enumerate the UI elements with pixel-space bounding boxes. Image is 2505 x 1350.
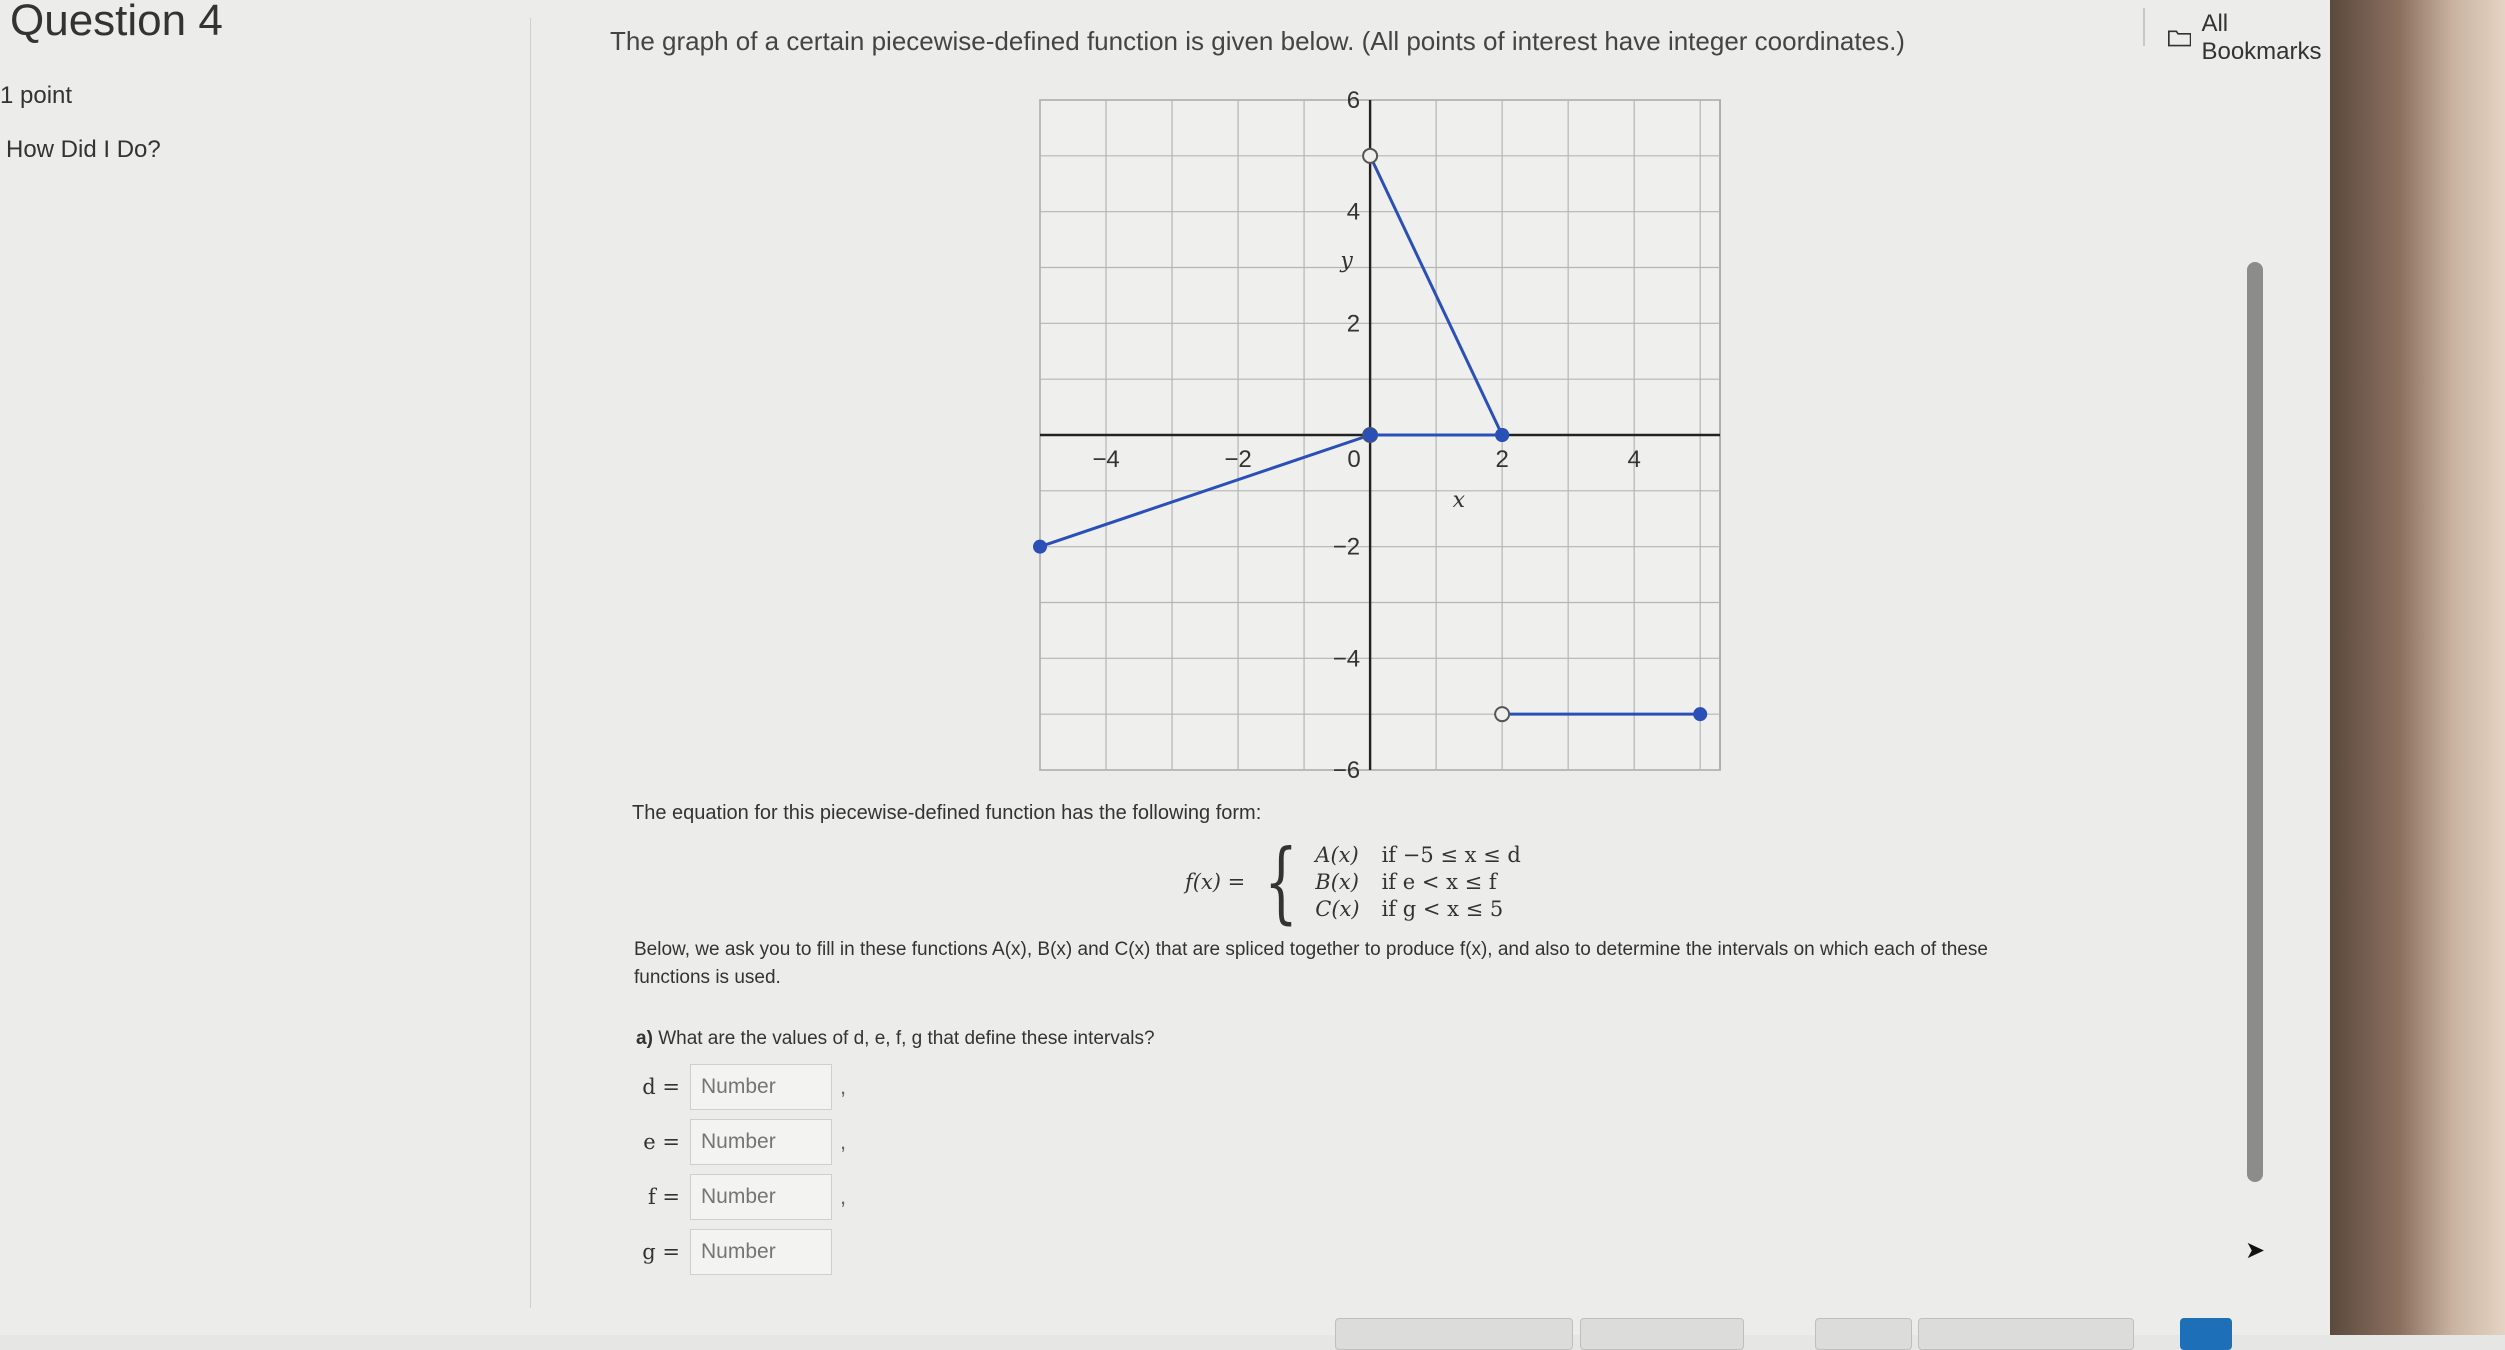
variable-label: d = <box>642 1075 680 1099</box>
equation-lhs: f(x) = <box>1185 870 1246 894</box>
instructions-text: Below, we ask you to fill in these functions A(x), B(x) and C(x) that are spliced together to produce f(x), and also to determine the intervals on which each of these functions is used. <box>634 939 1988 988</box>
curly-brace: { <box>1264 830 1299 933</box>
answer-row-f <box>630 1174 846 1220</box>
y-tick-label: 2 <box>1346 310 1361 338</box>
bottom-button[interactable] <box>1815 1318 1912 1350</box>
closed-endpoint <box>1693 707 1707 721</box>
x-tick-label: 2 <box>1495 446 1509 473</box>
equation-cases <box>1315 843 1521 921</box>
variable-label: g = <box>642 1240 680 1264</box>
answer-row-e <box>630 1119 846 1165</box>
closed-endpoint <box>1495 428 1509 442</box>
scrollbar-thumb[interactable] <box>2247 262 2263 1182</box>
y-tick-label: −2 <box>1332 533 1361 561</box>
bottom-button[interactable] <box>1335 1318 1573 1350</box>
d-input[interactable] <box>690 1064 832 1110</box>
f-input[interactable] <box>690 1174 832 1220</box>
monitor-bezel <box>2330 0 2505 1335</box>
x-tick-label: −4 <box>1092 446 1120 473</box>
points-label: 1 point <box>0 82 73 109</box>
variable-label: f = <box>647 1185 680 1209</box>
equation-intro: The equation for this piecewise-defined function has the following form: <box>632 802 1262 824</box>
question-intro: The graph of a certain piecewise-defined function is given below. (All points of interest have integer coordinates.) <box>610 26 1905 56</box>
question-title: Question 4 <box>10 0 223 45</box>
separator: , <box>840 1129 847 1154</box>
x-axis-label: x <box>1452 488 1466 513</box>
case-condition: if g < x ≤ 5 <box>1381 897 1504 921</box>
g-input[interactable] <box>690 1229 832 1275</box>
y-tick-label: 6 <box>1346 87 1361 114</box>
part-a-prefix: a) <box>636 1028 653 1049</box>
case-condition: if −5 ≤ x ≤ d <box>1381 843 1521 867</box>
answer-row-d <box>630 1064 846 1110</box>
case-function: C(x) <box>1315 897 1360 921</box>
bookmarks-separator <box>2143 8 2145 46</box>
open-endpoint <box>1495 707 1509 721</box>
y-tick-label: −6 <box>1332 757 1361 780</box>
separator: , <box>840 1074 847 1099</box>
how-did-i-do-link[interactable]: How Did I Do? <box>6 136 161 163</box>
case-function: B(x) <box>1315 870 1359 894</box>
closed-endpoint <box>1363 428 1377 442</box>
function-graph <box>1030 80 1730 780</box>
bottom-button[interactable] <box>1918 1318 2134 1350</box>
bottom-button[interactable] <box>1580 1318 1744 1350</box>
x-tick-label: 0 <box>1347 446 1361 473</box>
separator: , <box>840 1184 847 1209</box>
y-axis-label: y <box>1340 248 1353 274</box>
piecewise-equation <box>1185 830 1521 933</box>
column-divider <box>530 18 531 1308</box>
case-function: A(x) <box>1315 843 1359 867</box>
mouse-cursor-icon: ➤ <box>2245 1237 2266 1264</box>
answer-row-g <box>630 1229 832 1275</box>
open-endpoint <box>1363 149 1377 163</box>
submit-button[interactable] <box>2180 1318 2232 1350</box>
all-bookmarks-label: All Bookmarks <box>2201 10 2322 65</box>
folder-icon <box>2168 28 2191 48</box>
x-tick-label: −2 <box>1224 446 1252 473</box>
x-tick-label: 4 <box>1627 446 1641 473</box>
case-condition: if e < x ≤ f <box>1381 870 1497 894</box>
part-a-question <box>636 1028 1155 1050</box>
y-tick-label: 4 <box>1346 198 1361 226</box>
y-tick-label: −4 <box>1332 645 1361 673</box>
all-bookmarks-button[interactable] <box>2168 10 2330 66</box>
variable-label: e = <box>643 1130 680 1154</box>
e-input[interactable] <box>690 1119 832 1165</box>
part-a-text: What are the values of d, e, f, g that define these intervals? <box>658 1028 1155 1049</box>
closed-endpoint <box>1033 540 1047 554</box>
